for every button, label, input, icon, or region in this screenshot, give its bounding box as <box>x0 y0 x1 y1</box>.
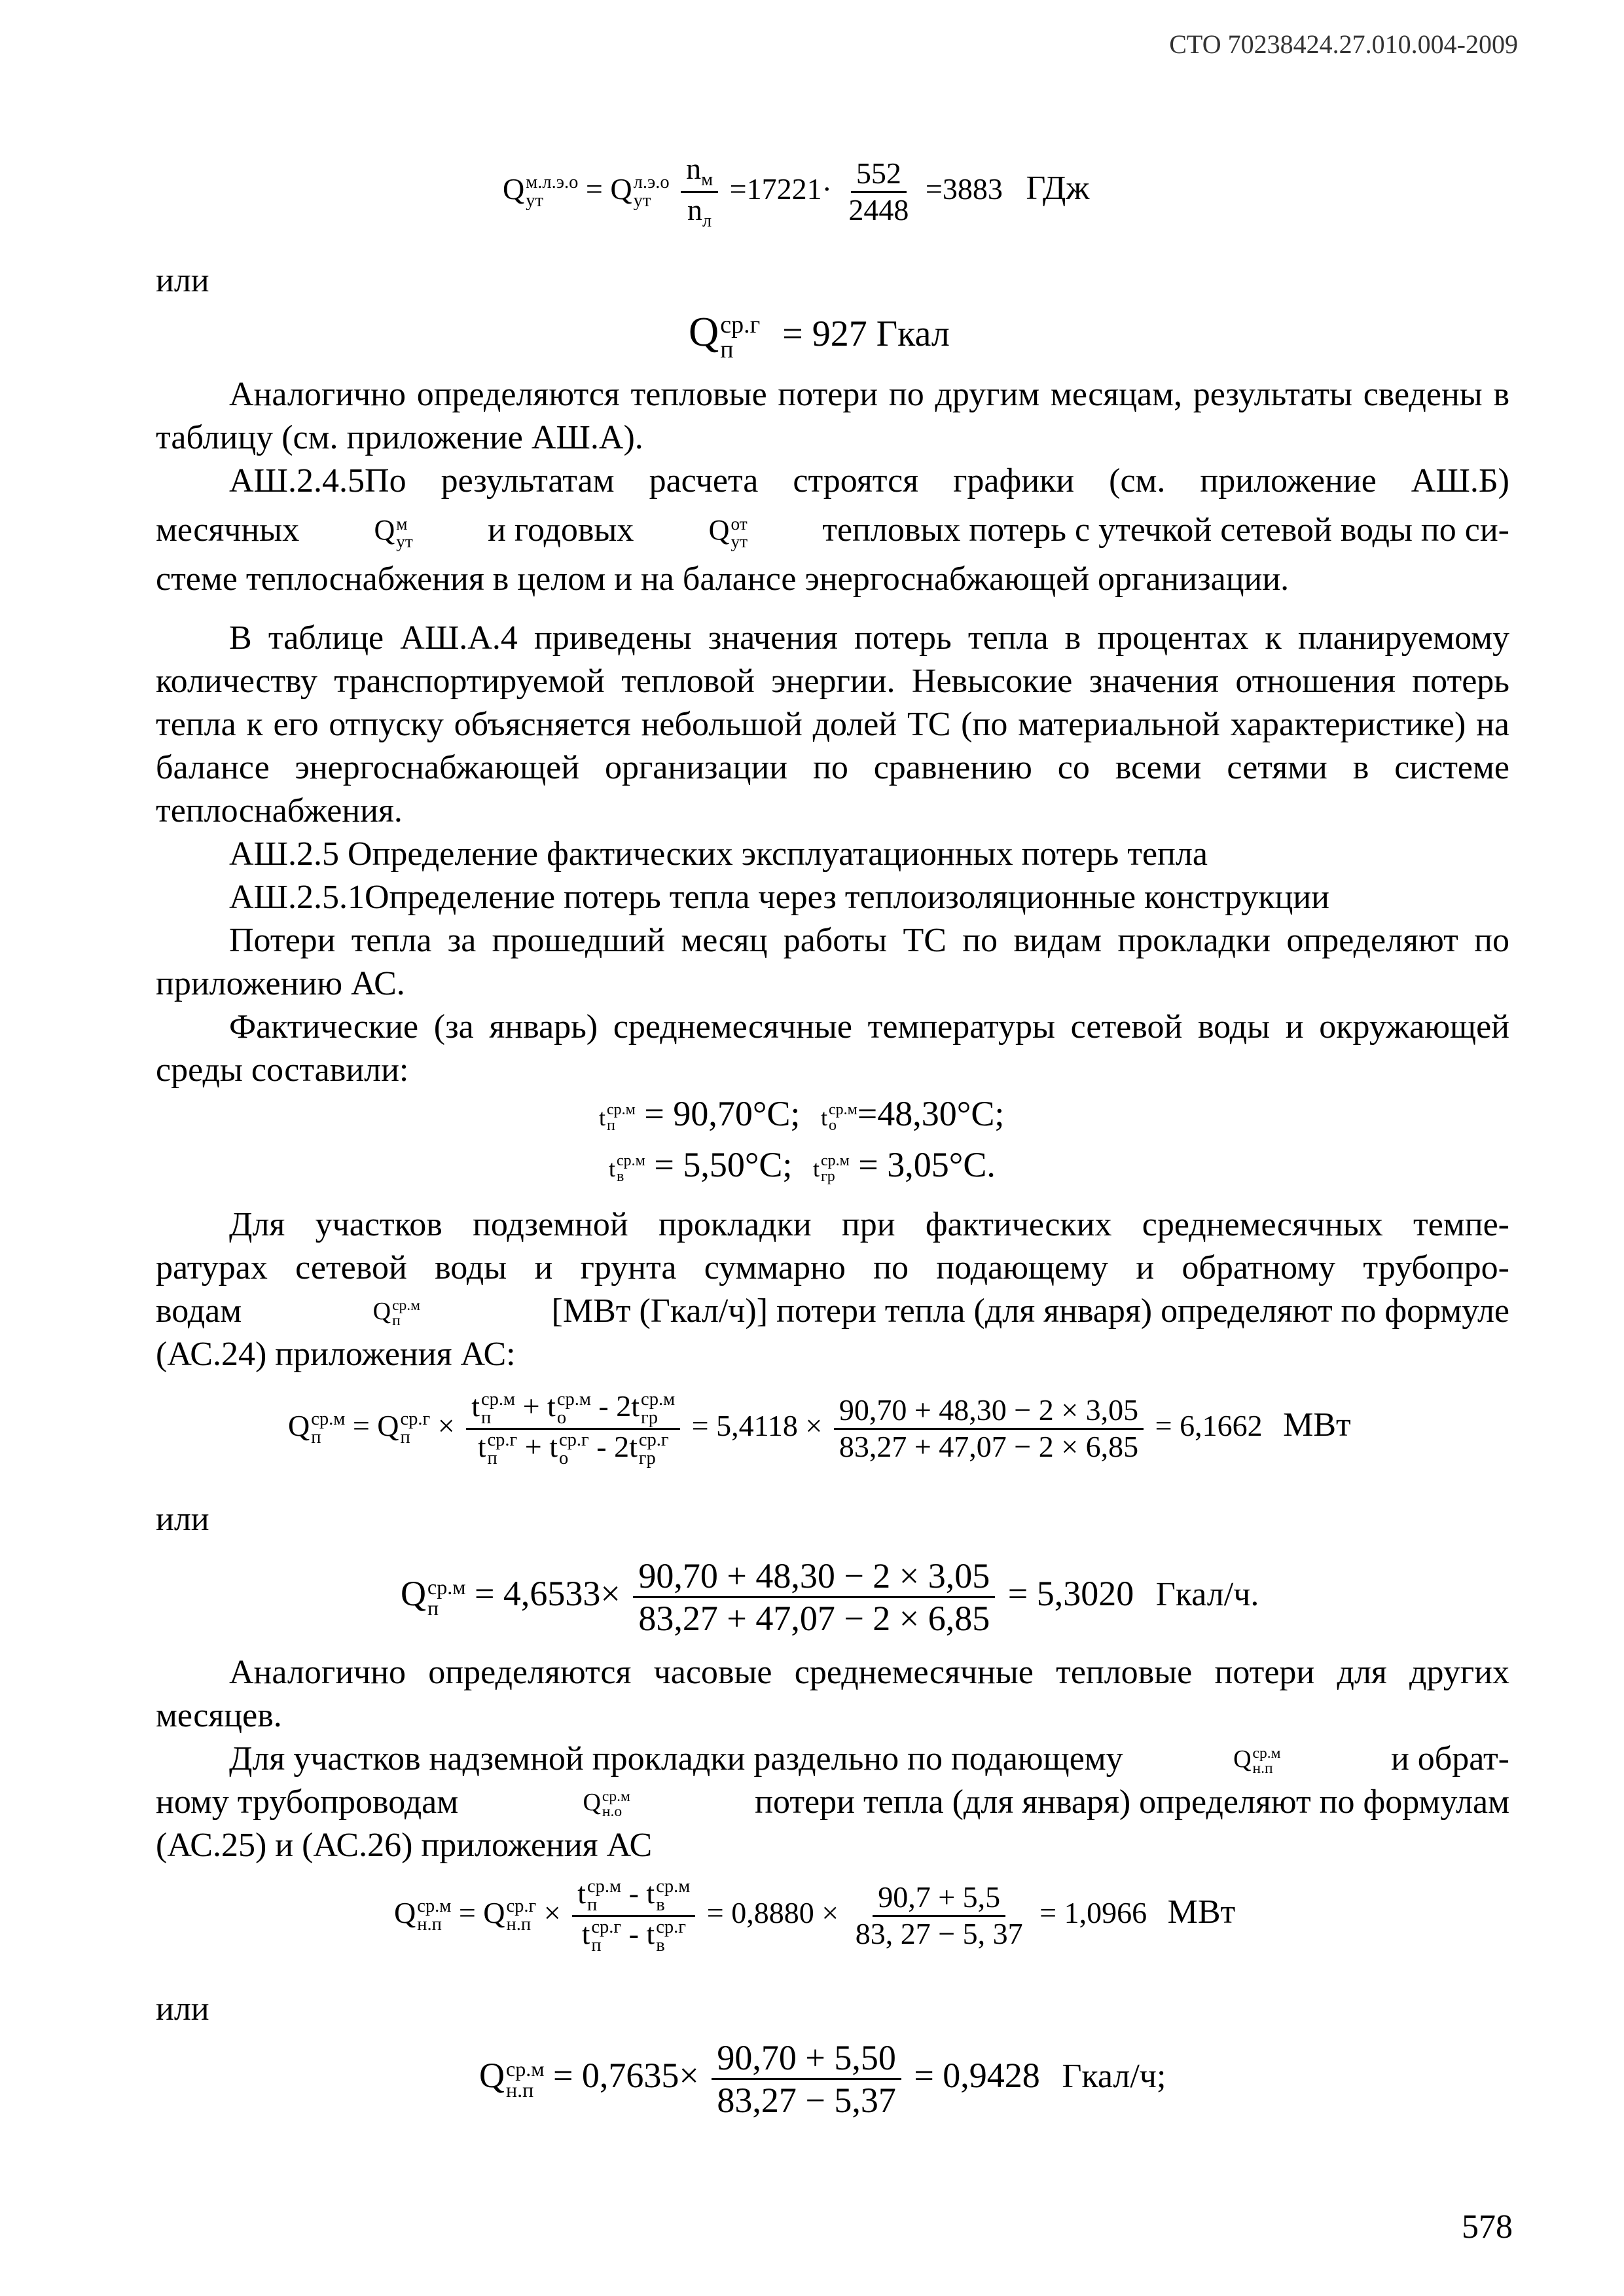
paragraph-table-ash-a-4: В таблице АШ.А.4 приведены значения потерь тепла в процентах к планируемому количеству транспортируемой тепловой энергии. Невысокие значения отношения потерь тепла к его отпуску объясняется небольшой долей ТС (по материальной характеристике) на балансе энергоснабжающей организации по сравнению со всеми сетями в системе теплоснабжения. <box>156 619 1509 829</box>
paragraph-analog-monthly: Аналогично определяются тепловые потери по другим месяцам, результаты сведены в таблицу (см. приложение АШ.А). <box>156 376 1509 456</box>
paragraph-actual-temperatures: Фактические (за январь) среднемесячные температуры сетевой воды и окружающей среды составили: <box>156 1008 1509 1089</box>
paragraph-losses-by-laying: Потери тепла за прошедший месяц работы ТС по видам прокладки определяют по приложению АС. <box>156 922 1509 1002</box>
formula-q-leak-month: Q м.л.э.о ут = Q л.э.о ут $\frac{n_м}{n_л}$ =17221· $\frac{552}{2448}$ =3883 ГДж <box>503 152 1090 231</box>
heading-ash-2-5: АШ.2.5 Определение фактических эксплуатационных потерь тепла <box>229 835 1208 873</box>
paragraph-hourly-losses: Аналогично определяются часовые среднемесячные тепловые потери для других месяцев. <box>156 1654 1509 1734</box>
formula-q-np-mw: Q ср.м н.п = Q ср.г н.п × t ср.м п - t ср.м в t ср.г п - t ср.г в = 0,8880 × $\frac{90,7 + 5,5}{83, 27 - 5, 37}$ = 1,0966 МВт <box>394 1876 1236 1956</box>
header-doc-code: СТО 70238424.27.010.004-2009 <box>1169 29 1518 59</box>
heading-ash-2-5-1: АШ.2.5.1Определение потерь тепла через теплоизоляционные конструкции <box>229 879 1330 916</box>
formula-q-p-gcal: Q ср.м п = 4,6533× $\frac{90,70 + 48,30 - 2 \times 3,05}{83,27 + 47,07 - 2 \times 6,85}$ = 5,3020 Гкал/ч. <box>401 1556 1259 1639</box>
formula-q-np-gcal: Q ср.м н.п = 0,7635× $\frac{90,70 + 5,50}{83,27 - 5,37}$ = 0,9428 Гкал/ч; <box>479 2038 1166 2121</box>
paragraph-underground-laying: Для участков подземной прокладки при фактических среднемесячных темпе- ратурах сетевой воды и грунта суммарно по подающему и обратному трубопро- водам Q ср.м п [МВт (Гкал/ч)] потери тепла (для января) определяют по формуле (АС.24) приложения АС: <box>156 1206 1509 1373</box>
word-ili-2: или <box>156 1501 209 1538</box>
formula-q-sr-g: Q ср.г п = 927 Гкал <box>689 308 950 364</box>
temperatures-line-1: t ср.м п = 90,70°С; t ср.м о =48,30°С; <box>599 1094 1005 1134</box>
temperatures-line-2: t ср.м в = 5,50°С; t ср.м гр = 3,05°С. <box>609 1145 996 1185</box>
paragraph-ash-2-4-5: АШ.2.4.5По результатам расчета строятся графики (см. приложение АШ.Б) месячных Q м ут и годовых Q от ут тепловых потерь с утечкой сетевой воды по си- стеме теплоснабжения в целом и на балансе энергоснабжающей организации. <box>156 462 1509 598</box>
paragraph-aboveground-laying: Для участков надземной прокладки раздельно по подающему Q ср.м н.п и обрат- ному трубопроводам Q ср.м н.о потери тепла (для января) определяют по формулам (АС.25) и (АС.26) приложения АС <box>156 1740 1509 1864</box>
word-ili-3: или <box>156 1990 209 2028</box>
word-ili-1: или <box>156 262 209 299</box>
page-number: 578 <box>1462 2208 1513 2246</box>
formula-q-p-mw: Q ср.м п = Q ср.г п × t ср.м п + t ср.м о - 2t ср.м гр t ср.г п + t ср.г о - 2t ср.г гр = 5,4118 × $\frac{90,70 + 48,30 - 2 \times 3,05}{83,27 + 47,07 - 2 \times 6,85}$ = 6,1662 МВт <box>288 1389 1351 1469</box>
